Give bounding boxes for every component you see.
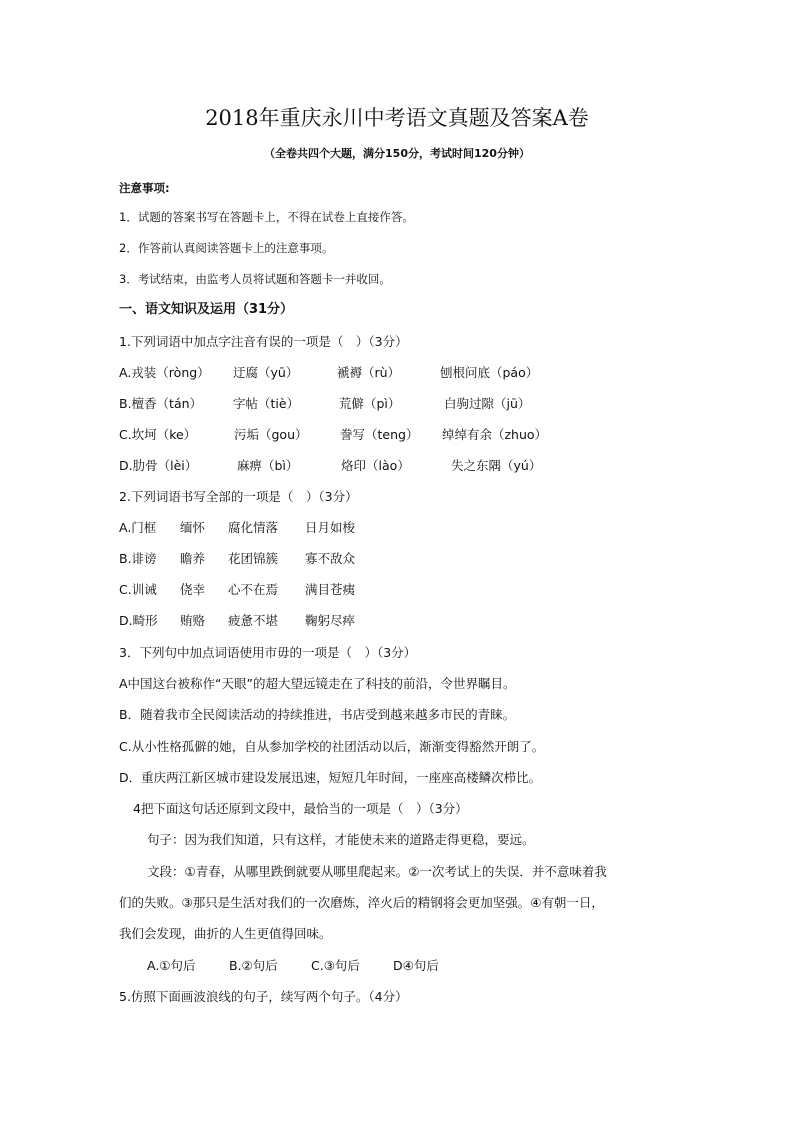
q4-sentence: 句子：因为我们知道，只有这样，才能使未来的道路走得更稳，要远。 bbox=[147, 832, 535, 847]
q2-option-b bbox=[119, 549, 355, 569]
q2-b-item-1: B.诽谤 bbox=[119, 551, 157, 566]
q2-option-d bbox=[119, 611, 355, 631]
q2-option-c bbox=[119, 580, 355, 600]
q1-c-item-3: 誊写（teng） bbox=[340, 427, 419, 442]
q1-option-b bbox=[119, 394, 530, 414]
q1-d-item-3: 烙印（lào） bbox=[341, 458, 410, 473]
q1-d-item-2: 麻痹（bì） bbox=[237, 458, 299, 473]
q1-a-item-2: 迂腐（yū） bbox=[233, 365, 299, 380]
exam-title: 2018年重庆永川中考语文真题及答案A卷 bbox=[205, 106, 589, 130]
section-1-heading: 一、语文知识及运用（31分） bbox=[119, 302, 294, 317]
q2-b-item-3: 花团锦簇 bbox=[228, 551, 279, 566]
q4-option-a: A.①句后 bbox=[147, 958, 196, 973]
exam-subtitle: （全卷共四个大题，满分150分，考试时间120分钟） bbox=[264, 147, 530, 160]
q4-option-c: C.③句后 bbox=[311, 958, 360, 973]
q2-d-item-1: D.畸形 bbox=[119, 613, 158, 628]
q1-b-item-2: 字帖（tiè） bbox=[233, 396, 300, 411]
q1-c-item-4: 绰绰有余（zhuo） bbox=[442, 427, 548, 442]
q3-stem: 3．下列句中加点词语使用市毋的一项是（ ）（3分） bbox=[119, 645, 417, 660]
q1-b-item-4: 白驹过隙（jū） bbox=[444, 396, 531, 411]
q1-a-item-1: A.戎装（ròng） bbox=[119, 365, 210, 380]
q2-c-item-4: 满目苍痍 bbox=[305, 582, 356, 597]
q2-option-a bbox=[119, 518, 355, 538]
q1-option-d bbox=[119, 456, 541, 476]
q1-c-item-2: 污垢（gou） bbox=[234, 427, 308, 442]
note-item-1: 1．试题的答案书写在答题卡上，不得在试卷上直接作答。 bbox=[119, 210, 414, 224]
q2-stem: 2.下列词语书写全部的一项是（ ）（3分） bbox=[119, 489, 358, 504]
q1-option-c bbox=[119, 425, 547, 445]
note-item-3: 3．考试结束，由监考人员将试题和答题卡一并收回。 bbox=[119, 272, 391, 286]
q4-options bbox=[147, 956, 439, 976]
q4-passage-line-2: 们的失败。③那只是生活对我们的一次磨炼，淬火后的精钢将会更加坚强。④有朝一日， bbox=[119, 895, 604, 910]
q1-d-item-1: D.肋骨（lèi） bbox=[119, 458, 198, 473]
q2-a-item-1: A.门框 bbox=[119, 520, 157, 535]
q1-b-item-1: B.檀香（tán） bbox=[119, 396, 203, 411]
q3-option-b: B．随着我市全民阅读活动的持续推进，书店受到越来越多市民的青睐。 bbox=[119, 707, 516, 722]
q2-b-item-2: 瞻养 bbox=[180, 551, 206, 566]
q5-stem: 5.仿照下面画波浪线的句子，续写两个句子。（4分） bbox=[119, 989, 408, 1004]
q4-option-d: D④句后 bbox=[393, 958, 439, 973]
q1-option-a bbox=[119, 363, 538, 383]
note-item-2: 2．作答前认真阅读答题卡上的注意事项。 bbox=[119, 241, 334, 255]
q2-c-item-2: 侥幸 bbox=[180, 582, 206, 597]
q2-a-item-2: 缅怀 bbox=[180, 520, 206, 535]
q1-stem: 1.下列词语中加点字注音有误的一项是（ ）（3分） bbox=[119, 334, 408, 349]
q2-c-item-3: 心不在焉 bbox=[228, 582, 279, 597]
q1-b-item-3: 荒僻（pì） bbox=[339, 396, 401, 411]
q2-d-item-2: 贿赂 bbox=[180, 613, 206, 628]
q2-a-item-3: 腐化情落 bbox=[228, 520, 279, 535]
q4-passage-line-3: 我们会发现，曲折的人生更值得回味。 bbox=[119, 926, 332, 941]
q1-a-item-3: 褫褥（rù） bbox=[337, 365, 401, 380]
q1-d-item-4: 失之东隅（yú） bbox=[451, 458, 542, 473]
q1-a-item-4: 刨根问底（páo） bbox=[440, 365, 539, 380]
notes-heading: 注意事项: bbox=[119, 181, 170, 195]
q2-b-item-4: 寡不敌众 bbox=[305, 551, 356, 566]
q2-d-item-4: 鞠躬尽瘁 bbox=[305, 613, 356, 628]
q2-c-item-1: C.训诫 bbox=[119, 582, 157, 597]
q4-option-b: B.②句后 bbox=[229, 958, 278, 973]
q1-c-item-1: C.坎坷（ke） bbox=[119, 427, 197, 442]
q4-stem: 4把下面这句话还原到文段中，最恰当的一项是（ ）（3分） bbox=[133, 801, 468, 816]
q3-option-c: C.从小性格孤僻的她，自从参加学校的社团活动以后，渐渐变得豁然开朗了。 bbox=[119, 739, 545, 754]
q3-option-d: D．重庆两江新区城市建设发展迅速，短短几年时间，一座座高楼鳞次栉比。 bbox=[119, 770, 542, 785]
q2-d-item-3: 疲惫不堪 bbox=[228, 613, 279, 628]
q2-a-item-4: 日月如梭 bbox=[305, 520, 356, 535]
q3-option-a: A中国这台被称作“天眼”的超大望远镜走在了科技的前沿，令世界瞩目。 bbox=[119, 676, 516, 691]
q4-passage-line-1: 文段：①青春，从哪里跌倒就要从哪里爬起来。②一次考试上的失误．并不意味着我 bbox=[147, 864, 607, 879]
